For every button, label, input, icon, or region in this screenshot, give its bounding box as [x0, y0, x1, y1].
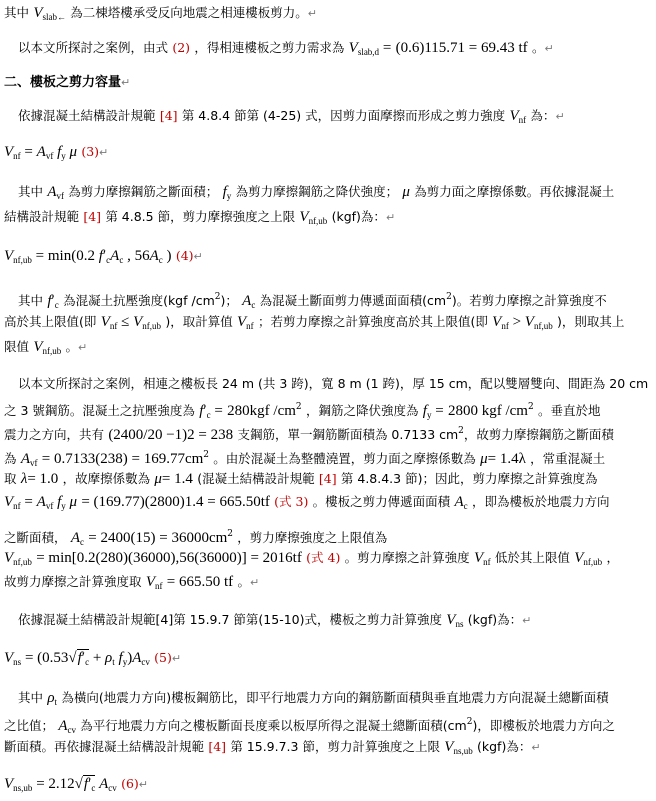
text: 第 4.8.4.3 節)；因此，剪力摩擦之計算強度為	[340, 471, 598, 486]
symbol-v-nf-ub: $V_{nf,ub}$	[4, 550, 32, 567]
text: 為剪力摩擦鋼筋之降伏強度；	[235, 184, 399, 199]
paragraph-6-line-3: 震力之方向，共有 (2400/20 −1)2 = 238 支鋼筋，單一鋼筋斷面積為 0.7133 $cm^2$，故剪力摩擦鋼筋之斷面積	[4, 426, 614, 443]
text: 高於其上限值(即	[4, 314, 97, 329]
symbol-v-nf: $V_{nf}$	[145, 574, 163, 591]
paragraph-4-line-1	[18, 182, 614, 206]
text: 為混凝土抗壓強度(kgf /cm	[63, 293, 215, 308]
text: )。若剪力摩擦之計算強度不	[451, 293, 607, 308]
paragraph-5-line-1: 其中 $f'_c$ 為混凝土抗壓強度(kgf $/cm^2$)； $A_c$ 為混凝土斷面剪力傳遞面面積$(cm^2)$。若剪力摩擦之計算強度不	[18, 292, 607, 310]
text: (混凝土結構設計規範	[197, 471, 315, 486]
text: 為	[4, 451, 17, 466]
equation-4-body: $V_{nf,ub} = \min(0.2$ $f'_cA_c$ , $56A_c$ )	[4, 248, 172, 265]
paragraph-5-line-2	[4, 312, 624, 336]
paragraph-mark: ↵	[121, 76, 131, 89]
equation-5	[4, 648, 181, 672]
text: 之 3 號鋼筋。混凝土之抗壓強度為	[4, 403, 195, 418]
symbol-rho-t: $\rho_t$	[47, 690, 58, 707]
symbol-v-ns-ub: $V_{ns,ub}$	[444, 739, 473, 756]
mu-value: = 1.4	[161, 471, 193, 487]
paragraph-mark: ↵	[99, 146, 109, 159]
text: 。	[531, 40, 545, 55]
slab-shear-demand: (0.6)115.71 = 69.43 tf	[395, 40, 528, 56]
text: ，故剪力摩擦鋼筋之斷面積	[463, 427, 614, 442]
text: 為：	[530, 108, 556, 123]
equation-number: (3)	[81, 144, 100, 159]
text: ，得相連樓板之剪力需求為	[194, 40, 345, 55]
symbol-v-slab: $V_{slab\leftarrow}$	[33, 5, 66, 22]
symbol-mu: μ	[480, 451, 488, 467]
text: 斷面積。再依據混凝土結構設計規範	[4, 739, 205, 754]
text: 為橫向(地震力方向)樓板鋼筋比，即平行地震力方向的鋼筋斷面積與垂直地震力方向混凝土總斷面積	[61, 690, 609, 705]
paragraph-mark: ↵	[307, 7, 318, 20]
paragraph-8-line-3	[4, 737, 541, 761]
text: 震力之方向，共有	[4, 427, 105, 442]
paragraph-3	[18, 106, 565, 130]
text: 。	[237, 574, 250, 589]
text: ，鋼筋之降伏強度為	[305, 403, 419, 418]
symbol-a-c: $A_c$	[70, 530, 84, 547]
symbol-v-nf-ub: $V_{nf,ub}$	[33, 339, 62, 356]
equation-reference: (式 3)	[274, 494, 309, 509]
equation-6-body: $V_{ns,ub} = 2.12√f'_c$ $A_{cv}$	[4, 776, 117, 793]
symbol-lambda: λ	[20, 471, 28, 487]
text: 為剪力面之摩擦係數。再依據混凝土	[414, 184, 615, 199]
paragraph-4-line-2	[4, 207, 395, 231]
paragraph-mark: ↵	[138, 778, 148, 791]
text: )，即樓板於地震力方向之	[472, 718, 615, 733]
symbol-v-ns: $V_{ns}$	[446, 612, 464, 629]
text: 限值	[4, 339, 30, 354]
text: 為平行地震力方向之樓板斷面長度乘以板厚所得之混凝土總斷面積(cm	[80, 718, 467, 733]
equation-number: (6)	[121, 776, 139, 791]
text: 以本文所探討之案例，相連之樓板長 24 m (共 3 跨)，寬 8 m (1 跨)，厚 15 cm，配以雙層雙向、間距為 20 cm	[18, 376, 649, 391]
equation-6	[4, 774, 148, 798]
text: 依據混凝土結構設計規範[4]第 15.9.7 節第(15-10)式，樓板之剪力計算強度	[18, 612, 442, 627]
paragraph-mark: ↵	[385, 211, 396, 224]
text: 以本文所探討之案例，由式	[18, 40, 169, 55]
paragraph-mark: ↵	[249, 576, 260, 589]
paragraph-6-line-7: 之斷面積， $A_c = 2400(15) = 36000cm^2$ ，剪力摩擦強度之上限值為	[4, 529, 388, 547]
equation-3-body: $V_{nf} = A_{vf}$ $f_y$ μ	[4, 144, 78, 161]
symbol-v-nf: $V_{nf}$	[509, 108, 527, 125]
text: (kgf)為：	[331, 209, 386, 224]
text: 結構設計規範	[4, 209, 80, 224]
paragraph-6-line-9	[4, 572, 259, 596]
symbol-mu: μ	[402, 184, 410, 200]
symbol-a-c: $A_c$	[454, 494, 468, 511]
text: 故剪力摩擦之計算強度取	[4, 574, 142, 589]
a-c-value: = 2400(15) = 36000cm	[88, 530, 228, 546]
paragraph-1	[4, 3, 317, 27]
inequality-1: $V_{nf} \le V_{nf,ub}$	[100, 314, 162, 331]
text: 第 4.8.4 節第 (4-25) 式，因剪力面摩擦而形成之剪力強度	[181, 108, 506, 123]
symbol-a-vf: $A_{vf}$	[47, 184, 64, 201]
text: 其中	[4, 5, 30, 20]
text: 其中	[18, 293, 44, 308]
paragraph-8-line-1	[18, 688, 609, 712]
paragraph-mark: ↵	[544, 42, 554, 55]
text: 為二棟塔樓承受反向地震之相連樓板剪力。	[70, 5, 308, 20]
text: 取	[4, 471, 17, 486]
citation: [4]	[83, 209, 102, 224]
text: )，取計算值	[165, 314, 233, 329]
symbol-v-nf: $V_{nf}$	[473, 550, 491, 567]
equation-4	[4, 246, 203, 270]
a-vf-value: = 0.7133(238) = 169.77cm	[41, 451, 204, 467]
symbol-v-nf-ub: $V_{nf,ub}$	[299, 209, 328, 226]
paragraph-mark: ↵	[193, 250, 203, 263]
symbol-fc-prime: $f'_c$ =	[199, 403, 223, 420]
symbol-f-y: $f_y$ =	[422, 403, 444, 420]
citation: [4]	[208, 739, 227, 754]
symbol-fc-prime: $f'_c$	[47, 293, 59, 310]
equation-number: (4)	[175, 248, 194, 263]
text: 其中	[18, 184, 44, 199]
text: ，即為樓板於地震力方向	[471, 494, 610, 509]
equation-5-body: $V_{ns} = (0.53√f'_c + \rho_t$ $f_y)A_{cv}$	[4, 650, 150, 667]
text: (kgf)為：	[477, 739, 532, 754]
paragraph-6-line-2: 之 3 號鋼筋。混凝土之抗壓強度為 $f'_c = 280kgf$ $/cm^2$ ，鋼筋之降伏強度為 $f_y = 2800$ kgf $/cm^2$ 。垂直於地	[4, 402, 601, 420]
section-heading	[4, 72, 130, 93]
symbol-v-nf-ub: $V_{nf,ub}$	[574, 550, 603, 567]
heading-text: 二、樓板之剪力容量	[4, 75, 122, 90]
text: (kgf)為：	[467, 612, 523, 627]
paragraph-7	[18, 610, 531, 634]
mu-value: = 1.4λ	[487, 451, 526, 467]
paragraph-8-line-2: 之比值； $A_{cv}$ 為平行地震力方向之樓板斷面長度乘以板厚所得之混凝土總斷面積$(cm^2)$，即樓板於地震力方向之	[4, 717, 615, 735]
paragraph-6-line-8	[4, 548, 619, 572]
v-nf-value: = (169.77)(2800)1.4 = 665.50tf	[81, 494, 270, 510]
equation-3	[4, 142, 108, 166]
inequality-2: $V_{nf} > V_{nf,ub}$	[492, 314, 553, 331]
text: ，故摩擦係數為	[62, 471, 151, 486]
text: 。由於混凝土為整體澆置，剪力面之摩擦係數為	[213, 451, 476, 466]
symbol-v-slab-d: $V_{slab,d}$ =	[348, 40, 392, 57]
steel-yield-value: 2800 kgf /cm	[447, 403, 528, 419]
equation-reference: (2)	[172, 40, 191, 55]
text: 第 4.8.5 節，剪力摩擦強度之上限	[105, 209, 296, 224]
text: ，剪力摩擦強度之上限值為	[237, 530, 388, 545]
text: )，則取其上	[557, 314, 625, 329]
text: 。樓板之剪力傳遞面面積	[312, 494, 451, 509]
paragraph-6-line-4: 為 $A_{vf} = 0.7133(238) = 169.77cm^2$ 。由於混凝土為整體澆置，剪力面之摩擦係數為 μ= 1.4λ ，常重混凝土	[4, 450, 606, 468]
paragraph-2	[18, 38, 554, 62]
paragraph-mark: ↵	[555, 110, 565, 123]
text: 為混凝土斷面剪力傳遞面面積(cm	[259, 293, 447, 308]
symbol-a-c: $A_c$	[242, 293, 256, 310]
text: 其中	[18, 690, 44, 705]
paragraph-mark: ↵	[522, 614, 532, 627]
symbol-mu: μ	[154, 471, 162, 487]
text: 為剪力摩擦鋼筋之斷面積；	[68, 184, 219, 199]
text: 之斷面積，	[4, 530, 67, 545]
text: 。剪力摩擦之計算強度	[344, 550, 470, 565]
concrete-strength-value: 280kgf /cm	[227, 403, 296, 419]
text: 之比值；	[4, 718, 55, 733]
text: )；	[220, 293, 238, 308]
text: 第 15.9.7.3 節，剪力計算強度之上限	[230, 739, 440, 754]
citation: [4]	[159, 108, 178, 123]
v-nf-final-value: = 665.50 tf	[166, 574, 234, 590]
text: 。垂直於地	[537, 403, 601, 418]
symbol-f-y: $f_y$	[222, 184, 232, 201]
paragraph-6-line-5	[4, 469, 597, 489]
paragraph-6-line-1	[18, 374, 648, 394]
paragraph-mark: ↵	[531, 741, 541, 754]
citation: [4]	[318, 471, 337, 486]
paragraph-5-line-3	[4, 337, 87, 361]
text: 支鋼筋，單一鋼筋斷面積為 0.7133 cm	[237, 427, 459, 442]
text: ；若剪力摩擦之計算強度高於其上限值(即	[257, 314, 488, 329]
text: ，常重混凝土	[530, 451, 606, 466]
text: ，	[606, 550, 619, 565]
v-nf-ub-value: = min[0.2(280)(36000),56(36000)] = 2016tf	[36, 550, 302, 566]
equation-reference: (式 4)	[306, 550, 341, 565]
symbol-a-cv: $A_{cv}$	[58, 718, 76, 735]
lambda-value: = 1.0	[27, 471, 59, 487]
paragraph-mark: ↵	[78, 341, 88, 354]
symbol-v-nf: $V_{nf}$	[237, 314, 254, 331]
text: 依據混凝土結構設計規範	[18, 108, 156, 123]
v-nf-expr: $V_{nf} = A_{vf}$ $f_y$ μ	[4, 494, 78, 511]
symbol-a-vf: $A_{vf}$	[20, 451, 38, 468]
paragraph-mark: ↵	[171, 652, 182, 665]
text: 。	[65, 339, 79, 354]
bar-count-calc: (2400/20 −1)2 = 238	[108, 427, 234, 443]
text: 低於其上限值	[494, 550, 570, 565]
paragraph-6-line-6	[4, 492, 609, 516]
equation-number: (5)	[154, 650, 172, 665]
